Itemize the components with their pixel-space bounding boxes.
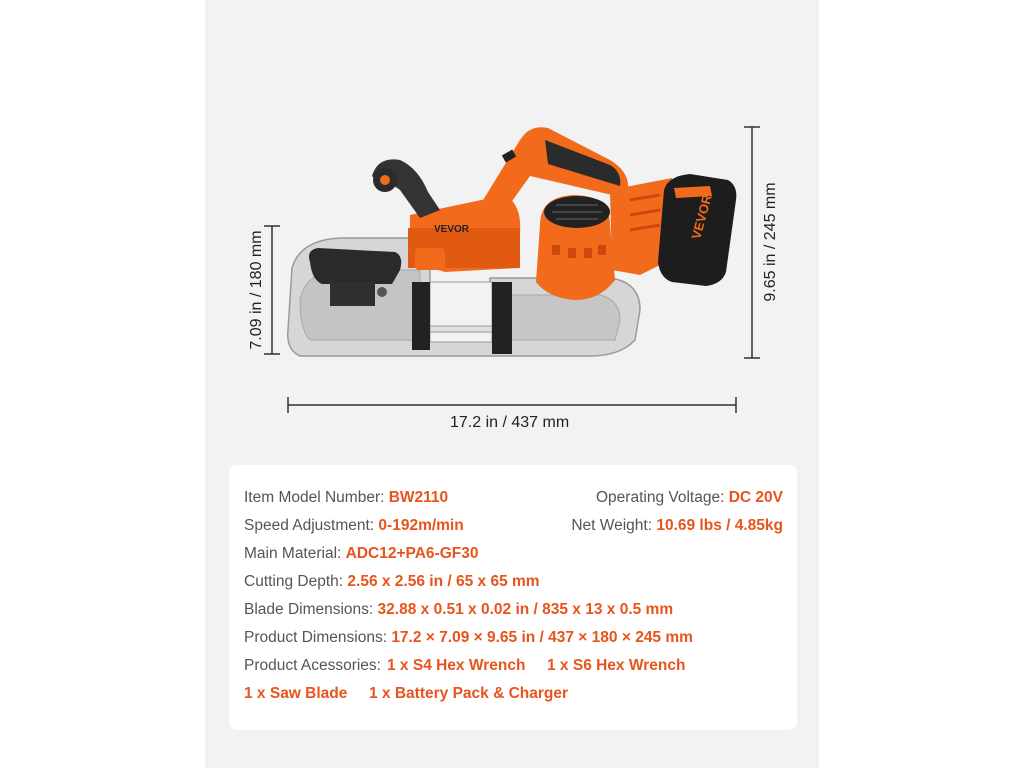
spec-blade-dimensions (244, 601, 673, 619)
spec-weight-value: 10.69 lbs / 4.85kg (656, 517, 783, 534)
spec-material (244, 545, 478, 563)
spec-model-label: Item Model Number: (244, 489, 389, 506)
width-dimension-label: 17.2 in / 437 mm (450, 414, 570, 431)
rear-handle (372, 159, 440, 218)
accessory-item: 1 x Battery Pack & Charger (369, 685, 569, 702)
spec-speed-label: Speed Adjustment: (244, 517, 379, 534)
specifications-card (229, 465, 797, 730)
accessory-item: 1 x Saw Blade (244, 685, 348, 702)
spec-product-dimensions (244, 629, 693, 647)
battery-logo: VEVOR (688, 192, 715, 241)
spec-accessories (244, 657, 381, 675)
spec-product-dims-label: Product Dimensions: (244, 629, 392, 646)
battery-pack (658, 174, 736, 286)
tool-logo: VEVOR (434, 224, 470, 235)
spec-speed-value: 0-192m/min (378, 517, 464, 534)
total-height-dimension-label: 9.65 in / 245 mm (762, 182, 779, 302)
accessory-item: 1 x S4 Hex Wrench (387, 657, 526, 674)
spec-weight (571, 517, 783, 535)
spec-blade-value: 32.88 x 0.51 x 0.02 in / 835 x 13 x 0.5 mm (377, 601, 674, 618)
spec-material-value: ADC12+PA6-GF30 (345, 545, 479, 562)
spec-cutting-value: 2.56 x 2.56 in / 65 x 65 mm (347, 573, 540, 590)
spec-speed (244, 517, 464, 535)
spec-material-label: Main Material: (244, 545, 346, 562)
spec-blade-label: Blade Dimensions: (244, 601, 378, 618)
spec-model (244, 489, 448, 507)
motor-housing (536, 195, 615, 300)
spec-cutting-label: Cutting Depth: (244, 573, 348, 590)
spec-voltage-label: Operating Voltage: (596, 489, 729, 506)
spec-voltage-value: DC 20V (728, 489, 783, 506)
spec-model-value: BW2110 (388, 489, 449, 506)
spec-voltage (596, 489, 783, 507)
spec-weight-label: Net Weight: (571, 517, 657, 534)
accessory-item: 1 x S6 Hex Wrench (547, 657, 686, 674)
spec-cutting-depth (244, 573, 540, 591)
spec-accessories-label: Product Acessories: (244, 657, 381, 674)
blade-height-dimension-label: 7.09 in / 180 mm (248, 230, 265, 350)
spec-product-dims-value: 17.2 × 7.09 × 9.65 in / 437 × 180 × 245 mm (391, 629, 693, 646)
